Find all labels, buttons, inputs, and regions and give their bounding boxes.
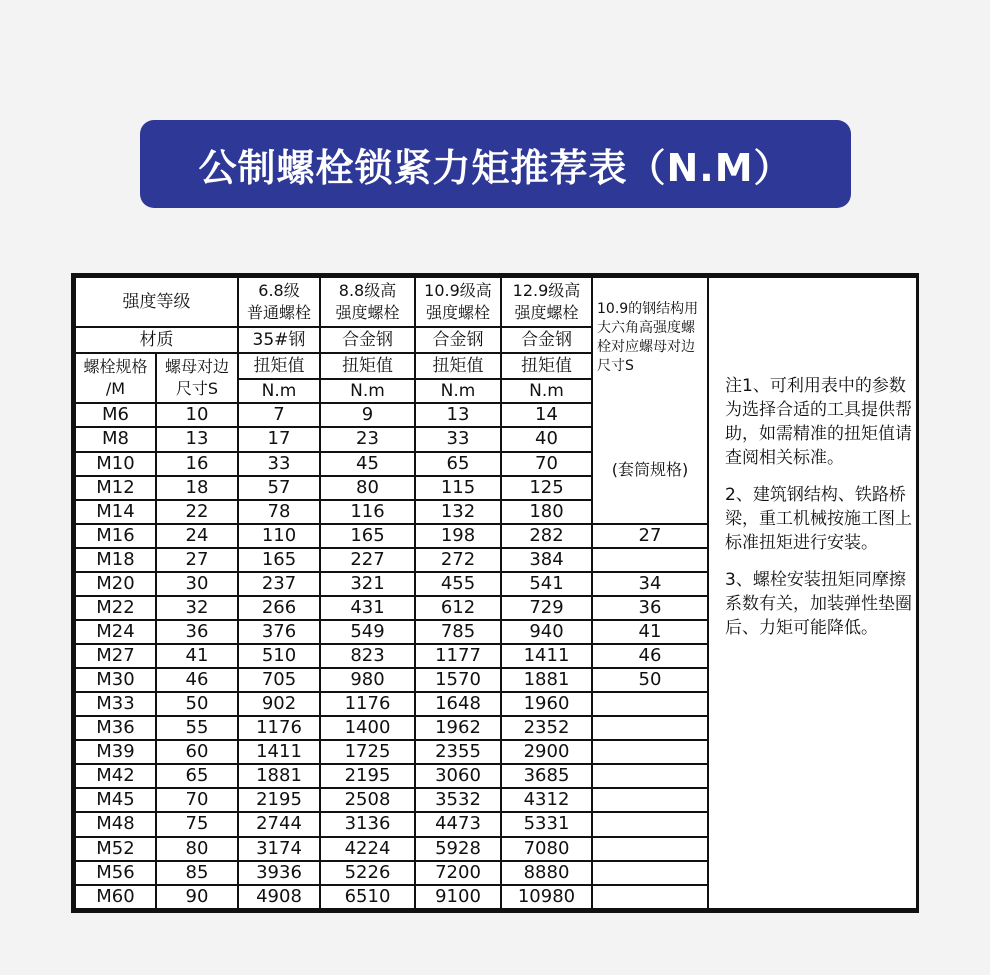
torque-value-cell: 13 (415, 403, 501, 427)
torque-value-cell: 23 (320, 427, 415, 451)
torque-value-cell: 1725 (320, 740, 415, 764)
torque-value-cell: 2744 (238, 812, 320, 836)
bolt-spec-cell: M24 (75, 620, 156, 644)
torque-table-frame (71, 273, 919, 913)
nut-size-label: 螺母对边 尺寸S (156, 353, 238, 403)
sleeve-size-cell: 36 (592, 596, 708, 620)
sleeve-size-cell: 50 (592, 668, 708, 692)
nut-size-cell: 18 (156, 476, 238, 500)
torque-value-cell: 321 (320, 572, 415, 596)
torque-value-cell: 1648 (415, 692, 501, 716)
torque-value-cell: 455 (415, 572, 501, 596)
notes-cell (708, 277, 917, 909)
torque-value-cell: 980 (320, 668, 415, 692)
torque-value-cell: 4312 (501, 788, 592, 812)
torque-value-cell: 5928 (415, 837, 501, 861)
torque-value-cell: 132 (415, 500, 501, 524)
material-label: 材质 (75, 327, 238, 353)
torque-value-cell: 9 (320, 403, 415, 427)
spec-label: 螺栓规格 /M (75, 353, 156, 403)
nut-size-cell: 41 (156, 644, 238, 668)
nut-size-cell: 75 (156, 812, 238, 836)
bolt-spec-cell: M56 (75, 861, 156, 885)
torque-value-cell: 3532 (415, 788, 501, 812)
sleeve-size-cell: 46 (592, 644, 708, 668)
torque-value-cell: 510 (238, 644, 320, 668)
torque-value-cell: 1411 (501, 644, 592, 668)
bolt-spec-cell: M6 (75, 403, 156, 427)
torque-value-cell: 14 (501, 403, 592, 427)
sleeve-size-cell (592, 788, 708, 812)
torque-value-cell: 3136 (320, 812, 415, 836)
torque-value-cell: 7 (238, 403, 320, 427)
torque-value-cell: 612 (415, 596, 501, 620)
nut-size-cell: 55 (156, 716, 238, 740)
sleeve-column-header (592, 277, 708, 524)
torque-value-cell: 2195 (320, 764, 415, 788)
torque-value-cell: 705 (238, 668, 320, 692)
grade-header: 12.9级高 强度螺栓 (501, 277, 592, 327)
torque-value-cell: 70 (501, 452, 592, 476)
torque-value-cell: 1176 (238, 716, 320, 740)
bolt-spec-cell: M20 (75, 572, 156, 596)
note-3: 3、螺栓安装扭矩同摩擦系数有关，加装弹性垫圈后、力矩可能降低。 (725, 570, 912, 638)
nut-size-cell: 13 (156, 427, 238, 451)
nut-size-cell: 46 (156, 668, 238, 692)
torque-value-cell: 40 (501, 427, 592, 451)
bolt-spec-cell: M42 (75, 764, 156, 788)
sleeve-size-cell (592, 885, 708, 909)
bolt-spec-cell: M12 (75, 476, 156, 500)
torque-value-cell: 1176 (320, 692, 415, 716)
torque-value-cell: 272 (415, 548, 501, 572)
sleeve-size-cell: 41 (592, 620, 708, 644)
torque-value-cell: 7200 (415, 861, 501, 885)
torque-value-cell: 940 (501, 620, 592, 644)
bolt-spec-cell: M14 (75, 500, 156, 524)
torque-value-cell: 3060 (415, 764, 501, 788)
sleeve-size-cell (592, 861, 708, 885)
bolt-spec-cell: M52 (75, 837, 156, 861)
nut-size-cell: 36 (156, 620, 238, 644)
torque-value-cell: 1570 (415, 668, 501, 692)
sleeve-size-cell (592, 548, 708, 572)
nut-size-cell: 70 (156, 788, 238, 812)
torque-value-cell: 10980 (501, 885, 592, 909)
torque-value-cell: 1881 (501, 668, 592, 692)
torque-value-cell: 266 (238, 596, 320, 620)
torque-value-cell: 1177 (415, 644, 501, 668)
material-cell: 35#钢 (238, 327, 320, 353)
torque-value-cell: 198 (415, 524, 501, 548)
torque-value-cell: 3174 (238, 837, 320, 861)
unit-label: N.m (501, 379, 592, 403)
torque-value-cell: 115 (415, 476, 501, 500)
nut-size-cell: 24 (156, 524, 238, 548)
grade-header: 8.8级高 强度螺栓 (320, 277, 415, 327)
torque-value-cell: 237 (238, 572, 320, 596)
torque-value-cell: 227 (320, 548, 415, 572)
bolt-spec-cell: M10 (75, 452, 156, 476)
bolt-spec-cell: M18 (75, 548, 156, 572)
torque-value-cell: 431 (320, 596, 415, 620)
title-banner (140, 120, 851, 208)
torque-value-cell: 5331 (501, 812, 592, 836)
torque-value-cell: 549 (320, 620, 415, 644)
note-1: 注1、可利用表中的参数为选择合适的工具提供帮助，如需精准的扭矩值请查阅相关标准。 (725, 376, 912, 468)
bolt-spec-cell: M36 (75, 716, 156, 740)
torque-value-cell: 902 (238, 692, 320, 716)
torque-value-cell: 729 (501, 596, 592, 620)
torque-label: 扭矩值 (501, 353, 592, 379)
torque-value-cell: 384 (501, 548, 592, 572)
nut-size-cell: 85 (156, 861, 238, 885)
nut-size-cell: 10 (156, 403, 238, 427)
torque-value-cell: 1960 (501, 692, 592, 716)
torque-value-cell: 65 (415, 452, 501, 476)
torque-value-cell: 8880 (501, 861, 592, 885)
torque-value-cell: 282 (501, 524, 592, 548)
torque-value-cell: 1881 (238, 764, 320, 788)
nut-size-cell: 22 (156, 500, 238, 524)
nut-size-cell: 50 (156, 692, 238, 716)
sleeve-size-cell (592, 716, 708, 740)
material-cell: 合金钢 (320, 327, 415, 353)
nut-size-cell: 16 (156, 452, 238, 476)
torque-value-cell: 110 (238, 524, 320, 548)
torque-label: 扭矩值 (320, 353, 415, 379)
torque-value-cell: 7080 (501, 837, 592, 861)
torque-value-cell: 45 (320, 452, 415, 476)
nut-size-cell: 60 (156, 740, 238, 764)
bolt-spec-cell: M48 (75, 812, 156, 836)
bolt-spec-cell: M27 (75, 644, 156, 668)
bolt-spec-cell: M16 (75, 524, 156, 548)
nut-size-cell: 27 (156, 548, 238, 572)
torque-value-cell: 125 (501, 476, 592, 500)
note-2: 2、建筑钢结构、铁路桥梁，重工机械按施工图上标准扭矩进行安装。 (725, 485, 912, 553)
unit-label: N.m (415, 379, 501, 403)
sleeve-size-cell: 27 (592, 524, 708, 548)
nut-size-cell: 65 (156, 764, 238, 788)
torque-value-cell: 2900 (501, 740, 592, 764)
torque-value-cell: 165 (238, 548, 320, 572)
sleeve-size-cell (592, 837, 708, 861)
torque-value-cell: 376 (238, 620, 320, 644)
sleeve-column-title: 10.9的钢结构用大六角高强度螺栓对应螺母对边尺寸S (597, 301, 699, 374)
sleeve-size-cell (592, 812, 708, 836)
torque-value-cell: 2355 (415, 740, 501, 764)
torque-value-cell: 3685 (501, 764, 592, 788)
grade-label: 强度等级 (75, 277, 238, 327)
torque-label: 扭矩值 (238, 353, 320, 379)
torque-value-cell: 2195 (238, 788, 320, 812)
torque-value-cell: 33 (238, 452, 320, 476)
torque-value-cell: 1411 (238, 740, 320, 764)
torque-value-cell: 785 (415, 620, 501, 644)
sleeve-size-cell: 34 (592, 572, 708, 596)
torque-value-cell: 823 (320, 644, 415, 668)
torque-value-cell: 4224 (320, 837, 415, 861)
nut-size-cell: 80 (156, 837, 238, 861)
bolt-spec-cell: M22 (75, 596, 156, 620)
torque-value-cell: 2508 (320, 788, 415, 812)
torque-value-cell: 9100 (415, 885, 501, 909)
bolt-spec-cell: M60 (75, 885, 156, 909)
torque-value-cell: 5226 (320, 861, 415, 885)
sleeve-column-subtitle: (套筒规格) (611, 460, 689, 479)
nut-size-cell: 32 (156, 596, 238, 620)
bolt-spec-cell: M30 (75, 668, 156, 692)
torque-value-cell: 78 (238, 500, 320, 524)
torque-value-cell: 2352 (501, 716, 592, 740)
torque-value-cell: 6510 (320, 885, 415, 909)
material-cell: 合金钢 (501, 327, 592, 353)
unit-label: N.m (238, 379, 320, 403)
torque-value-cell: 57 (238, 476, 320, 500)
bolt-spec-cell: M8 (75, 427, 156, 451)
torque-value-cell: 1400 (320, 716, 415, 740)
torque-value-cell: 33 (415, 427, 501, 451)
unit-label: N.m (320, 379, 415, 403)
torque-value-cell: 80 (320, 476, 415, 500)
page-title: 公制螺栓锁紧力矩推荐表（N.M） (198, 145, 793, 190)
torque-table (74, 276, 918, 910)
bolt-spec-cell: M45 (75, 788, 156, 812)
nut-size-cell: 90 (156, 885, 238, 909)
grade-header: 10.9级高 强度螺栓 (415, 277, 501, 327)
torque-value-cell: 541 (501, 572, 592, 596)
sleeve-size-cell (592, 764, 708, 788)
bolt-spec-cell: M39 (75, 740, 156, 764)
torque-value-cell: 116 (320, 500, 415, 524)
torque-label: 扭矩值 (415, 353, 501, 379)
torque-value-cell: 180 (501, 500, 592, 524)
bolt-spec-cell: M33 (75, 692, 156, 716)
torque-value-cell: 4908 (238, 885, 320, 909)
material-cell: 合金钢 (415, 327, 501, 353)
torque-value-cell: 3936 (238, 861, 320, 885)
nut-size-cell: 30 (156, 572, 238, 596)
torque-value-cell: 1962 (415, 716, 501, 740)
torque-value-cell: 165 (320, 524, 415, 548)
grade-header: 6.8级 普通螺栓 (238, 277, 320, 327)
sleeve-size-cell (592, 692, 708, 716)
torque-value-cell: 17 (238, 427, 320, 451)
sleeve-size-cell (592, 740, 708, 764)
torque-value-cell: 4473 (415, 812, 501, 836)
